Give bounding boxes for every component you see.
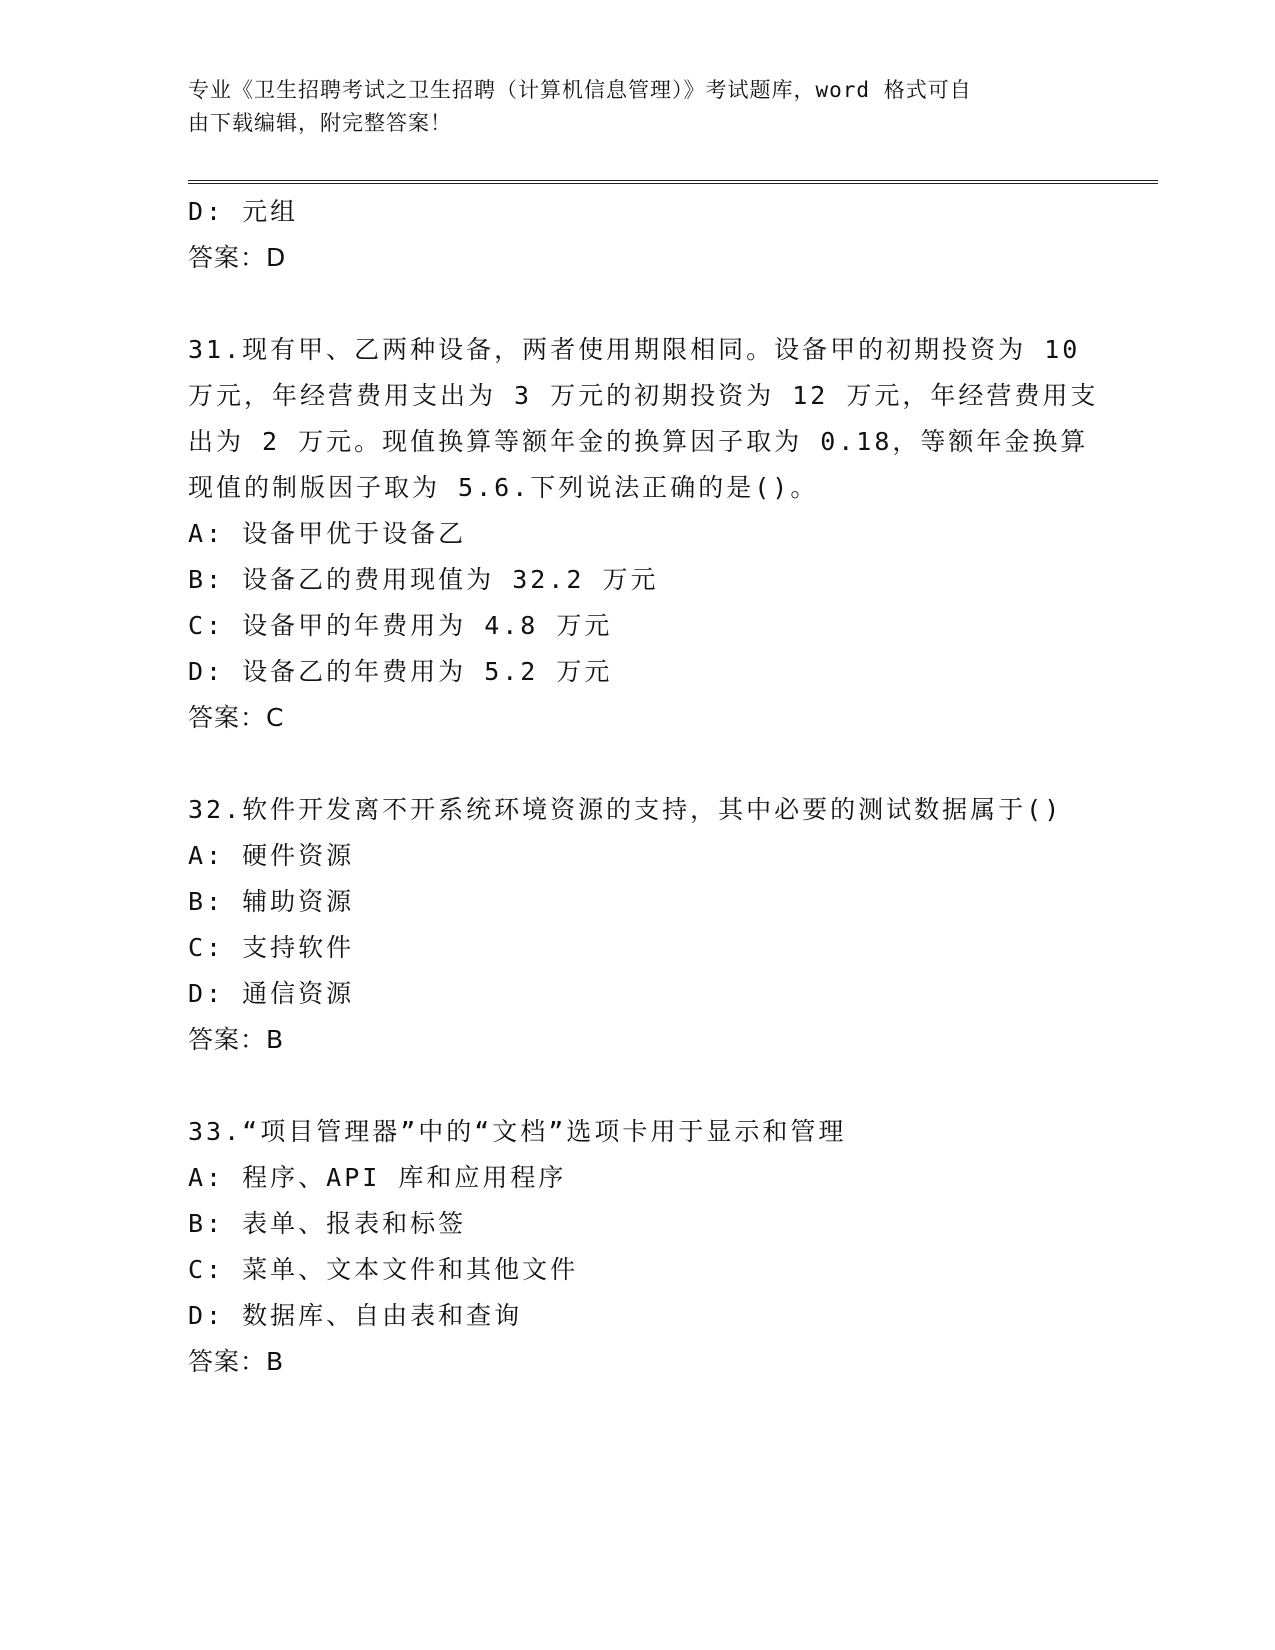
spacer xyxy=(188,741,1088,787)
option-a: A: 程序、API 库和应用程序 xyxy=(188,1163,567,1192)
option-d: D: 设备乙的年费用为 5.2 万元 xyxy=(188,657,613,686)
question-text xyxy=(188,787,1088,833)
question-text-line: 万元，年经营费用支出为 3 万元的初期投资为 12 万元，年经营费用支 xyxy=(188,381,1099,410)
question-31 xyxy=(188,327,1099,741)
question-32 xyxy=(188,787,1088,1063)
option-b: B: 表单、报表和标签 xyxy=(188,1209,467,1238)
document-body xyxy=(188,189,1099,1385)
question-text-line: 33.“项目管理器”中的“文档”选项卡用于显示和管理 xyxy=(188,1117,847,1146)
option-d: D: 数据库、自由表和查询 xyxy=(188,1301,523,1330)
spacer xyxy=(188,281,1088,327)
header-divider xyxy=(188,180,1158,184)
previous-question-tail xyxy=(188,189,1088,281)
answer: 答案：C xyxy=(188,703,285,732)
option-d: D: 元组 xyxy=(188,197,299,226)
question-text-line: 现值的制版因子取为 5.6.下列说法正确的是()。 xyxy=(188,473,819,502)
question-text-line: 31.现有甲、乙两种设备，两者使用期限相同。设备甲的初期投资为 10 xyxy=(188,335,1081,364)
option-b: B: 设备乙的费用现值为 32.2 万元 xyxy=(188,565,659,594)
header-line-2: 由下载编辑，附完整答案！ xyxy=(188,111,452,135)
header-line-1: 专业《卫生招聘考试之卫生招聘（计算机信息管理）》考试题库，word 格式可自 xyxy=(188,78,972,102)
option-a: A: 设备甲优于设备乙 xyxy=(188,519,467,548)
option-a: A: 硬件资源 xyxy=(188,841,355,870)
option-c: C: 菜单、文本文件和其他文件 xyxy=(188,1255,579,1284)
answer: 答案：B xyxy=(188,1025,285,1054)
option-c: C: 设备甲的年费用为 4.8 万元 xyxy=(188,611,613,640)
question-text xyxy=(188,327,1099,511)
option-b: B: 辅助资源 xyxy=(188,887,355,916)
option-d: D: 通信资源 xyxy=(188,979,355,1008)
question-text-line: 出为 2 万元。现值换算等额年金的换算因子取为 0.18，等额年金换算 xyxy=(188,427,1089,456)
answer: 答案：B xyxy=(188,1347,285,1376)
answer: 答案：D xyxy=(188,243,287,272)
question-text-line: 32.软件开发离不开系统环境资源的支持，其中必要的测试数据属于() xyxy=(188,795,1063,824)
option-c: C: 支持软件 xyxy=(188,933,355,962)
question-text xyxy=(188,1109,1088,1155)
page-header xyxy=(188,74,1088,140)
spacer xyxy=(188,1063,1088,1109)
question-33 xyxy=(188,1109,1088,1385)
